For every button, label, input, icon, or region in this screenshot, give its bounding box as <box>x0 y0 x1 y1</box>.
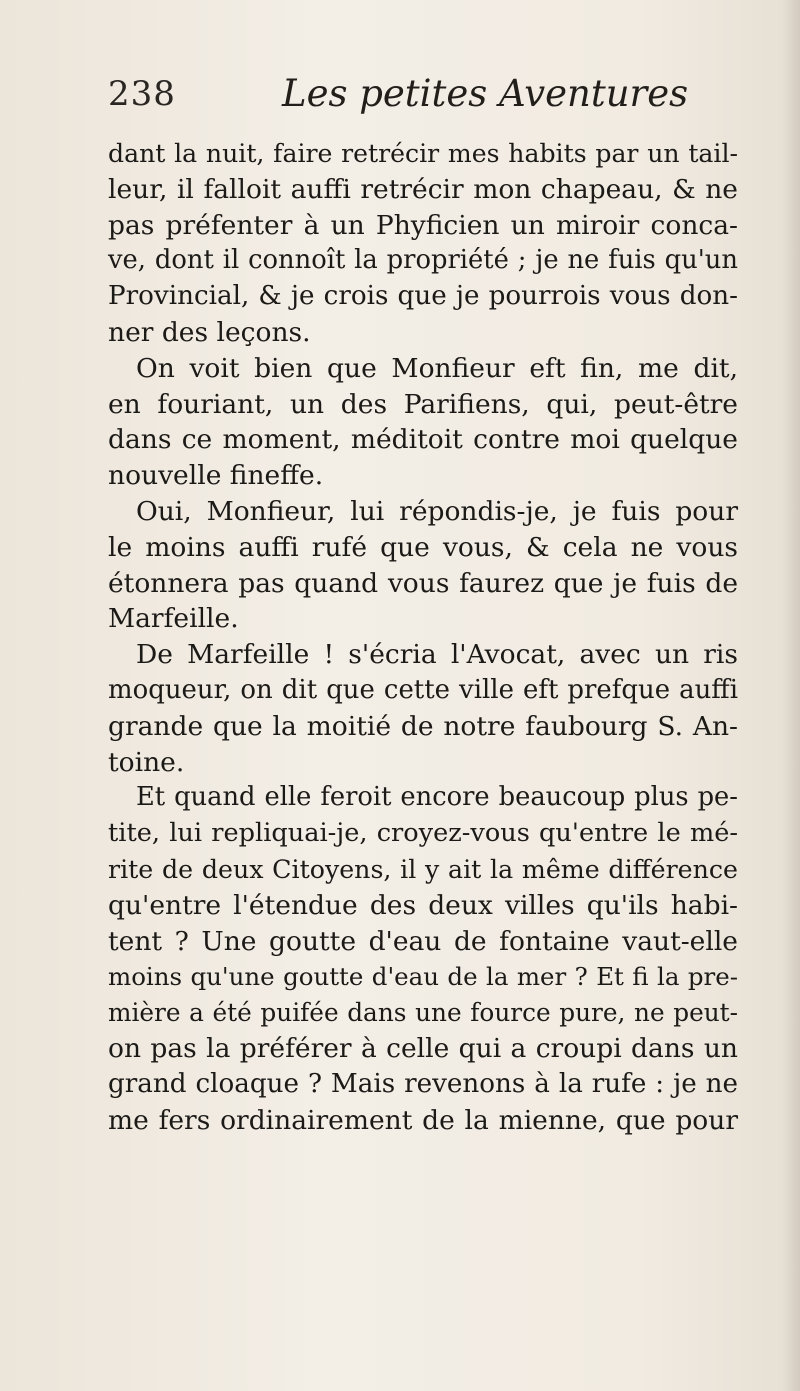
text-line: pas préfenter à un Phyficien un miroir conca- <box>108 209 738 241</box>
text-line: moqueur, on dit que cette ville eft prefque auffi <box>108 674 738 705</box>
text-line: grande que la moitié de notre faubourg S. An- <box>108 710 738 742</box>
text-line: leur, il falloit auffi retrécir mon chapeau, & ne <box>108 173 738 205</box>
text-line: tent ? Une goutte d'eau de fontaine vaut-elle <box>108 925 738 957</box>
text-line: toine. <box>108 746 185 778</box>
text-line: ner des leçons. <box>108 316 311 348</box>
text-line: étonnera pas quand vous faurez que je fuis de <box>108 567 738 599</box>
text-line: moins qu'une goutte d'eau de la mer ? Et fi la pre- <box>108 962 738 992</box>
page-header <box>0 68 800 128</box>
text-line: rite de deux Citoyens, il y ait la même différence <box>108 854 738 884</box>
text-line: grand cloaque ? Mais revenons à la rufe : je ne <box>108 1068 738 1099</box>
page-edge-shadow <box>782 0 800 1391</box>
text-line: dans ce moment, méditoit contre moi quelque <box>108 424 738 456</box>
text-line: on pas la préférer à celle qui a croupi dans un <box>108 1032 738 1064</box>
text-line: me fers ordinairement de la mienne, que pour <box>108 1104 738 1136</box>
text-line: tite, lui repliquai-je, croyez-vous qu'entre le mé- <box>108 818 738 849</box>
text-line: Marfeille. <box>108 603 239 635</box>
paragraph-start-line: Oui, Monfieur, lui répondis-je, je fuis pour <box>136 495 738 527</box>
text-line: nouvelle fineffe. <box>108 460 324 492</box>
running-title: Les petites Aventures <box>282 72 689 115</box>
page-number: 238 <box>108 74 176 114</box>
text-line: en fouriant, un des Parifiens, qui, peut-être <box>108 388 738 420</box>
body-text <box>108 136 738 1138</box>
text-line: le moins auffi rufé que vous, & cela ne vous <box>108 531 738 563</box>
text-line: dant la nuit, faire retrécir mes habits par un tail- <box>108 139 738 168</box>
text-line: mière a été puifée dans une fource pure, ne peut- <box>108 998 738 1028</box>
paragraph-start-line: On voit bien que Monfieur eft fin, me dit, <box>136 352 738 384</box>
text-line: Provincial, & je crois que je pourrois vous don- <box>108 281 738 312</box>
paragraph-start-line: Et quand elle feroit encore beaucoup plus pe- <box>136 782 738 813</box>
paragraph-start-line: De Marfeille ! s'écria l'Avocat, avec un ris <box>136 639 738 671</box>
text-line: ve, dont il connoît la propriété ; je ne fuis qu'un <box>108 245 738 276</box>
text-line: qu'entre l'étendue des deux villes qu'ils habi- <box>108 889 738 921</box>
